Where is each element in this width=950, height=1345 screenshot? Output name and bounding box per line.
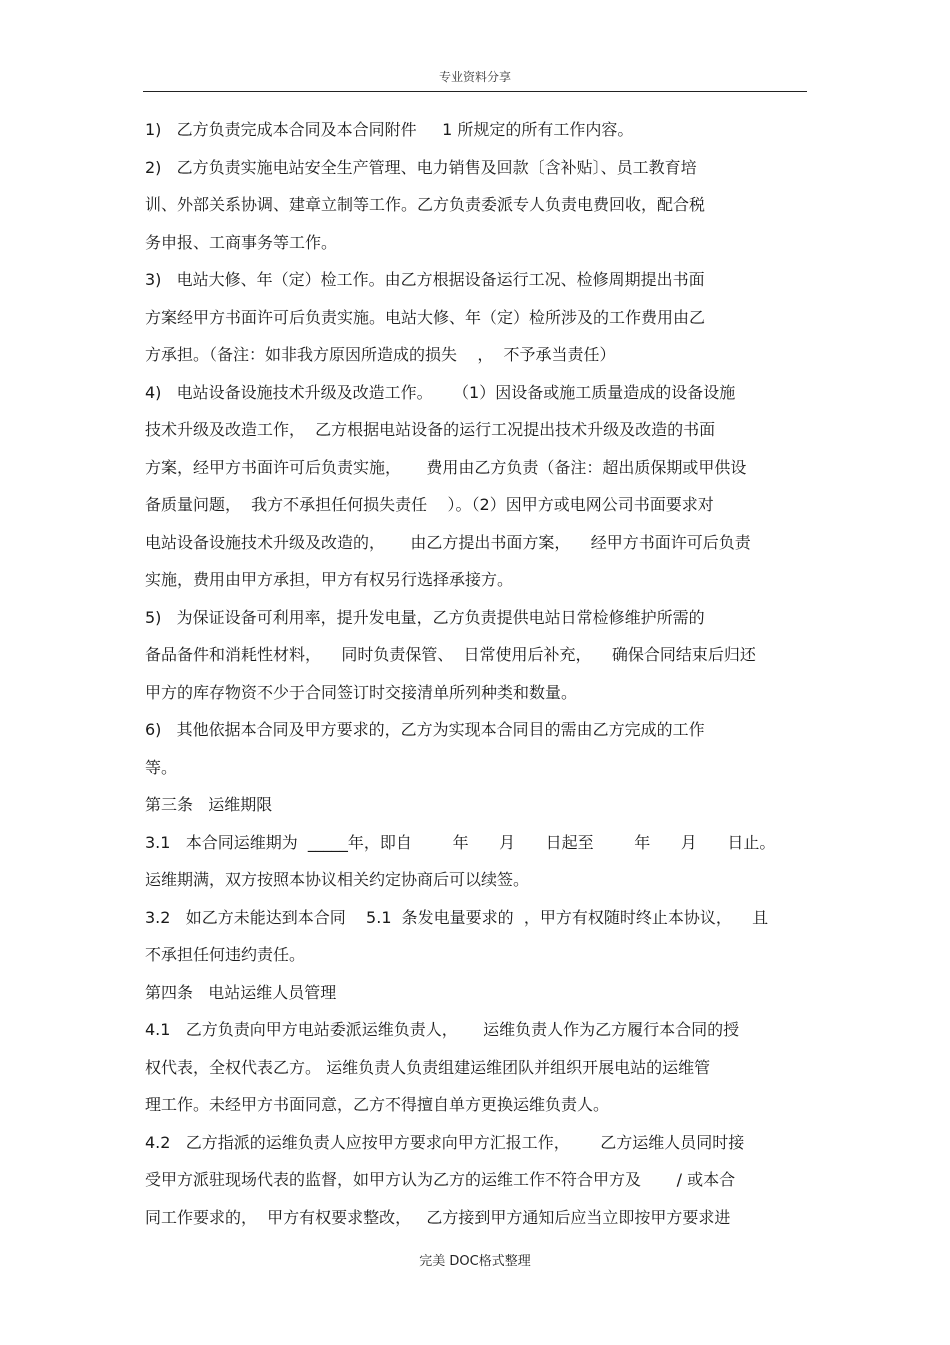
text-line: 技术升级及改造工作， 乙方根据电站设备的运行工况提出技术升级及改造的书面 <box>145 420 716 439</box>
text-line: 4) 电站设备设施技术升级及改造工作。 （1）因设备或施工质量造成的设备设施 <box>145 382 736 402</box>
text-line: 备质量问题， 我方不承担任何损失责任 ）。（2）因甲方或电网公司书面要求对 <box>145 495 714 514</box>
text-line: 6) 其他依据本合同及甲方要求的，乙方为实现本合同目的需由乙方完成的工作 <box>145 720 705 739</box>
text-line: 5) 为保证设备可利用率，提升发电量，乙方负责提供电站日常检修维护所需的 <box>145 607 705 627</box>
text-line: 方案经甲方书面许可后负责实施。电站大修、年（定）检所涉及的工作费用由乙 <box>145 307 706 327</box>
text-line: 不承担任何违约责任。 <box>145 945 306 964</box>
text-line: 等。 <box>145 757 178 777</box>
section-heading: 第四条 电站运维人员管理 <box>145 982 337 1002</box>
section-heading: 第三条 运维期限 <box>145 795 273 814</box>
text-line: 训、外部关系协调、建章立制等工作。乙方负责委派专人负责电费回收，配合税 <box>145 195 706 214</box>
text-line: 权代表，全权代表乙方。 运维负责人负责组建运维团队并组织开展电站的运维管 <box>145 1057 711 1077</box>
text-line: 4.1 乙方负责向甲方电站委派运维负责人， 运维负责人作为乙方履行本合同的授 <box>145 1020 740 1039</box>
page-footer: 完美 DOC格式整理 <box>419 1254 531 1269</box>
text-line: 3.1 本合同运维期为 _____年，即自 年 月 日起至 年 月 日止。 <box>145 832 776 852</box>
text-line: 同工作要求的， 甲方有权要求整改， 乙方接到甲方通知后应当立即按甲方要求进 <box>145 1207 731 1227</box>
text-line: 3) 电站大修、年（定）检工作。由乙方根据设备运行工况、检修周期提出书面 <box>145 270 705 289</box>
text-line: 理工作。未经甲方书面同意，乙方不得擅自单方更换运维负责人。 <box>145 1095 610 1114</box>
text-line: 甲方的库存物资不少于合同签订时交接清单所列种类和数量。 <box>145 682 578 702</box>
page-header: 专业资料分享 <box>438 70 511 84</box>
text-line: 3.2 如乙方未能达到本合同 5.1 条发电量要求的 ，甲方有权随时终止本协议， 且 <box>145 907 769 927</box>
text-line: 受甲方派驻现场代表的监督，如甲方认为乙方的运维工作不符合甲方及 / 或本合 <box>145 1170 736 1189</box>
text-line: 4.2 乙方指派的运维负责人应按甲方要求向甲方汇报工作， 乙方运维人员同时接 <box>145 1132 745 1152</box>
text-line: 实施，费用由甲方承担，甲方有权另行选择承接方。 <box>145 570 514 589</box>
text-line: 方案，经甲方书面许可后负责实施， 费用由乙方负责（备注：超出质保期或甲供设 <box>145 457 747 477</box>
text-line: 1) 乙方负责完成本合同及本合同附件 1 所规定的所有工作内容。 <box>145 120 634 139</box>
text-line: 电站设备设施技术升级及改造的， 由乙方提出书面方案， 经甲方书面许可后负责 <box>145 532 751 552</box>
text-line: 备品备件和消耗性材料， 同时负责保管、 日常使用后补充， 确保合同结束后归还 <box>145 645 756 664</box>
text-line: 运维期满，双方按照本协议相关约定协商后可以续签。 <box>145 870 530 889</box>
document-body <box>145 115 807 1240</box>
text-line: 方承担。（备注：如非我方原因所造成的损失 ， 不予承当责任） <box>145 345 616 364</box>
header-divider <box>143 91 807 92</box>
text-line: 2) 乙方负责实施电站安全生产管理、电力销售及回款〔含补贴〕、员工教育培 <box>145 157 697 177</box>
text-line: 务申报、工商事务等工作。 <box>145 232 338 252</box>
